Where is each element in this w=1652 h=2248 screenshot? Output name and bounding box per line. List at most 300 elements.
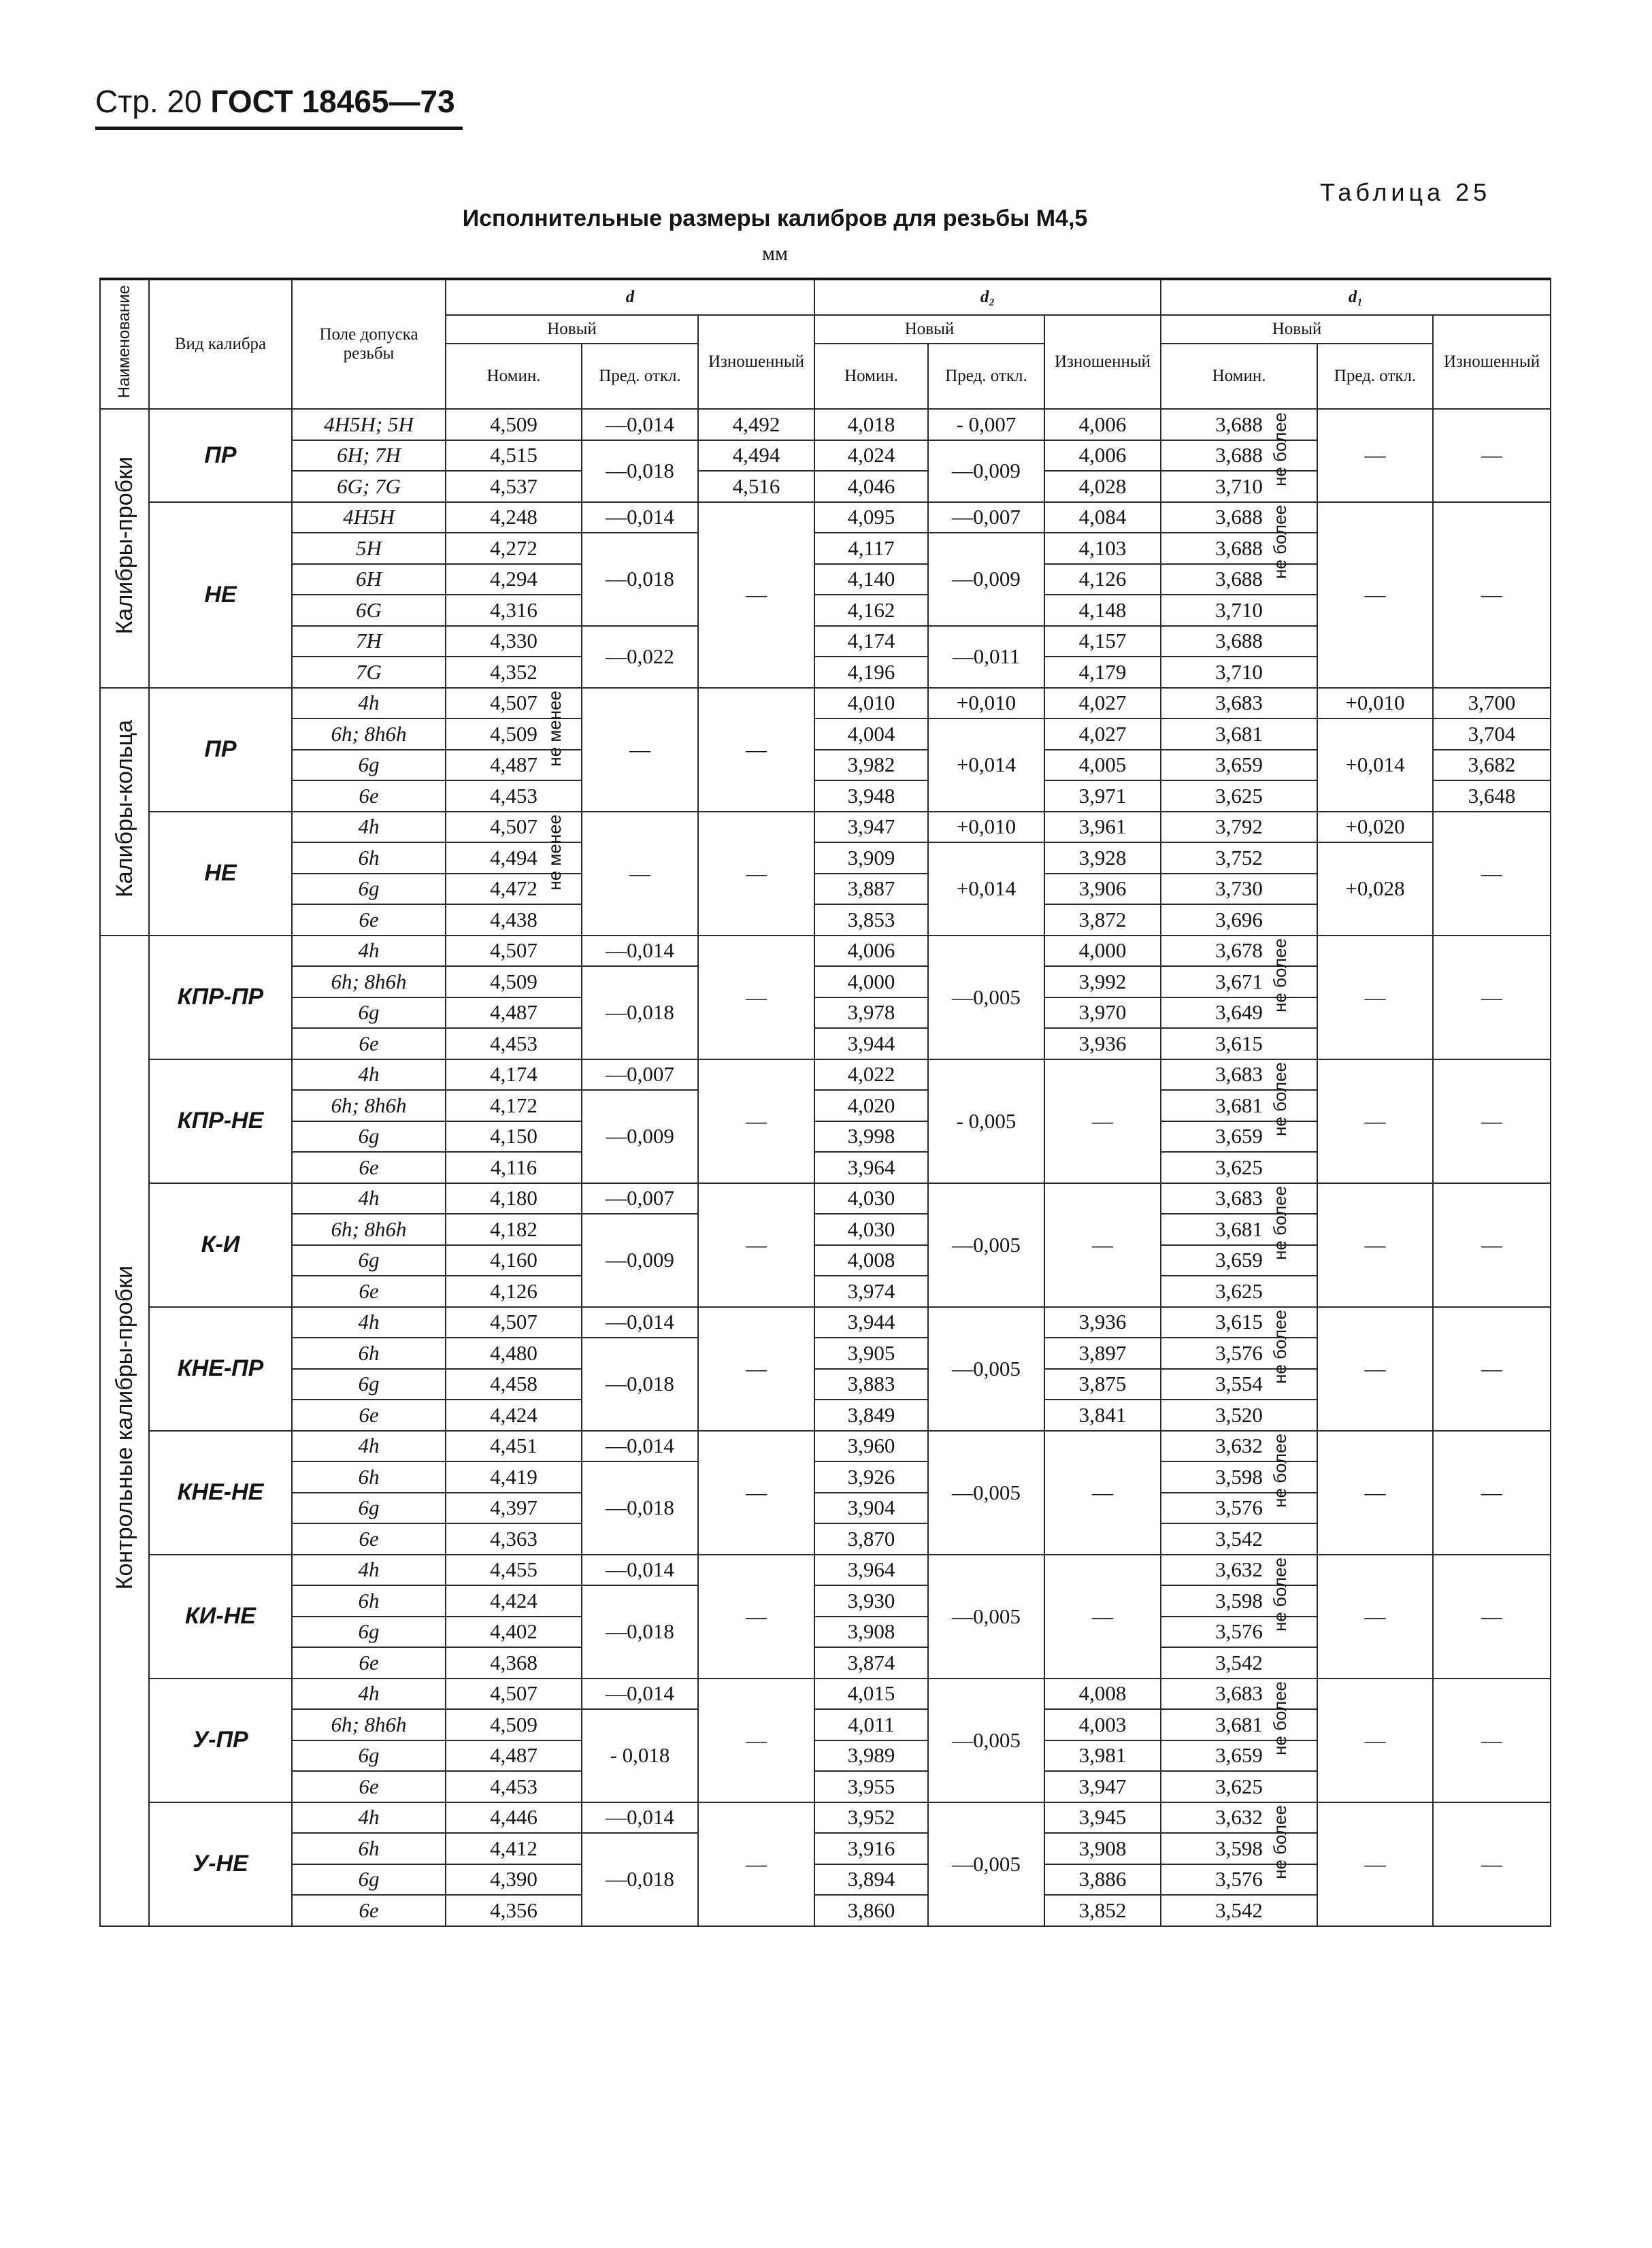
d2-nominal: 4,024 — [814, 440, 928, 472]
d2-nominal: 4,000 — [814, 966, 928, 997]
d2-nominal: 3,909 — [814, 842, 928, 874]
tolerance-field: 5H — [292, 533, 446, 564]
d1-nominal: 3,688 — [1161, 626, 1317, 657]
d2-nominal: 3,930 — [814, 1585, 928, 1617]
d1-worn: — — [1433, 1802, 1551, 1926]
d1-nominal: 3,576 — [1161, 1617, 1317, 1648]
standard-number: ГОСТ 18465—73 — [210, 84, 455, 119]
d2-nominal: 4,174 — [814, 626, 928, 657]
d1-nominal: 3,678 не более — [1161, 936, 1317, 967]
d2-nominal: 4,004 — [814, 718, 928, 750]
d-nominal: 4,507 не менее — [446, 812, 582, 843]
d-deviation: —0,014 — [582, 409, 698, 440]
d1-worn: — — [1433, 502, 1551, 688]
tolerance-field: 6g — [292, 1493, 446, 1524]
d-deviation: —0,018 — [582, 1833, 698, 1926]
tolerance-field: 6g — [292, 1617, 446, 1648]
gauge-kind: КНЕ-ПР — [149, 1307, 292, 1431]
gauge-kind: НЕ — [149, 502, 292, 688]
d2-nominal: 3,989 — [814, 1740, 928, 1772]
d2-nominal: 4,010 — [814, 688, 928, 719]
not-more-note: не более — [1269, 1805, 1290, 1880]
d-worn: — — [698, 688, 814, 812]
d2-nominal: 3,905 — [814, 1338, 928, 1369]
d-nominal: 4,507 не менее — [446, 688, 582, 719]
d2-worn: 3,852 — [1044, 1895, 1161, 1926]
table-header — [100, 279, 1551, 409]
d-worn: — — [698, 1183, 814, 1307]
d-nominal: 4,397 — [446, 1493, 582, 1524]
not-more-note: не более — [1269, 1434, 1290, 1508]
d2-worn: 3,947 — [1044, 1771, 1161, 1802]
d2-nominal: 4,046 — [814, 471, 928, 502]
d2-worn: — — [1044, 1059, 1161, 1183]
tolerance-field: 6e — [292, 1276, 446, 1307]
d1-nominal: 3,710 — [1161, 595, 1317, 626]
col-d1-nominal-header: Номин. — [1161, 344, 1317, 409]
d1-nominal: 3,659 — [1161, 750, 1317, 781]
d-nominal: 4,424 — [446, 1585, 582, 1617]
d2-deviation: +0,014 — [928, 842, 1044, 936]
tolerance-field: 4h — [292, 688, 446, 719]
d1-deviation: — — [1317, 936, 1433, 1059]
d-deviation: —0,007 — [582, 1059, 698, 1091]
d-worn: — — [698, 1679, 814, 1802]
gauge-kind: У-ПР — [149, 1679, 292, 1802]
d1-deviation: — — [1317, 1307, 1433, 1431]
tolerance-field: 4h — [292, 1307, 446, 1338]
d2-nominal: 4,006 — [814, 936, 928, 967]
d2-nominal: 3,964 — [814, 1152, 928, 1183]
d1-deviation: +0,028 — [1317, 842, 1433, 936]
d1-deviation: — — [1317, 1059, 1433, 1183]
d1-nominal: 3,671 — [1161, 966, 1317, 997]
d2-nominal: 3,974 — [814, 1276, 928, 1307]
d-worn: — — [698, 1059, 814, 1183]
tolerance-field: 6e — [292, 1400, 446, 1431]
d2-nominal: 3,908 — [814, 1617, 928, 1648]
d2-nominal: 4,162 — [814, 595, 928, 626]
d2-deviation: —0,009 — [928, 440, 1044, 502]
d2-nominal: 4,140 — [814, 564, 928, 595]
not-more-note: не более — [1269, 1681, 1290, 1756]
d1-nominal: 3,681 — [1161, 1214, 1317, 1245]
d2-worn: 4,103 — [1044, 533, 1161, 564]
tolerance-field: 6e — [292, 780, 446, 812]
section-name-label: Калибры-пробки — [111, 457, 137, 635]
d2-nominal: 3,849 — [814, 1400, 928, 1431]
d1-worn: — — [1433, 1679, 1551, 1802]
d1-nominal: 3,683 не более — [1161, 1059, 1317, 1091]
d1-nominal: 3,625 — [1161, 780, 1317, 812]
d1-nominal: 3,688 не более — [1161, 502, 1317, 533]
d1-nominal: 3,625 — [1161, 1771, 1317, 1802]
d1-nominal: 3,688 — [1161, 533, 1317, 564]
col-d1-dev-header: Пред. откл. — [1317, 344, 1433, 409]
d-deviation: —0,018 — [582, 1338, 698, 1431]
d-deviation: — — [582, 688, 698, 812]
col-d-dev-header: Пред. откл. — [582, 344, 698, 409]
tolerance-field: 6g — [292, 874, 446, 905]
d-nominal: 4,160 — [446, 1245, 582, 1276]
d2-nominal: 4,011 — [814, 1709, 928, 1740]
d-deviation: —0,014 — [582, 1307, 698, 1338]
d1-deviation: — — [1317, 1802, 1433, 1926]
d1-nominal: 3,730 — [1161, 874, 1317, 905]
section-name-label: Калибры-кольца — [111, 719, 137, 898]
tolerance-field: 4h — [292, 1555, 446, 1586]
d-nominal: 4,294 — [446, 564, 582, 595]
d-worn: — — [698, 1431, 814, 1555]
d-nominal: 4,480 — [446, 1338, 582, 1369]
gauge-kind: КПР-НЕ — [149, 1059, 292, 1183]
d1-worn: 3,648 — [1433, 780, 1551, 812]
tolerance-field: 6e — [292, 1647, 446, 1679]
d-nominal: 4,424 — [446, 1400, 582, 1431]
d2-deviation: +0,010 — [928, 812, 1044, 843]
d1-nominal: 3,632 не более — [1161, 1555, 1317, 1586]
d2-nominal: 3,916 — [814, 1833, 928, 1864]
d2-nominal: 4,022 — [814, 1059, 928, 1091]
d1-nominal: 3,576 — [1161, 1493, 1317, 1524]
d1-nominal: 3,683 — [1161, 688, 1317, 719]
gauge-kind: КИ-НЕ — [149, 1555, 292, 1679]
d-nominal: 4,537 — [446, 471, 582, 502]
col-name-header: Наименование — [100, 279, 149, 409]
tolerance-field: 6G — [292, 595, 446, 626]
d1-nominal: 3,554 — [1161, 1369, 1317, 1400]
d1-nominal: 3,598 — [1161, 1585, 1317, 1617]
not-more-note: не более — [1269, 938, 1290, 1013]
col-d1-header: d₁ — [1161, 279, 1551, 315]
d-deviation: —0,014 — [582, 1431, 698, 1462]
col-d2-header: d₂ — [814, 279, 1161, 315]
d-worn: — — [698, 1802, 814, 1926]
tolerance-field: 4h — [292, 936, 446, 967]
d1-nominal: 3,681 — [1161, 1709, 1317, 1740]
d-nominal: 4,509 — [446, 1709, 582, 1740]
d2-worn: 4,006 — [1044, 409, 1161, 440]
tolerance-field: 6g — [292, 1864, 446, 1896]
table-label: Таблица 25 — [1320, 178, 1491, 206]
d2-nominal: 3,982 — [814, 750, 928, 781]
d2-deviation: +0,010 — [928, 688, 1044, 719]
d2-deviation: —0,005 — [928, 1679, 1044, 1802]
not-less-note: не менее — [544, 814, 565, 891]
d-worn: — — [698, 936, 814, 1059]
tolerance-field: 6h — [292, 1338, 446, 1369]
d1-nominal: 3,598 — [1161, 1461, 1317, 1493]
tolerance-field: 4h — [292, 1059, 446, 1091]
d-worn: — — [698, 812, 814, 936]
d2-nominal: 3,904 — [814, 1493, 928, 1524]
d-deviation: —0,014 — [582, 502, 698, 533]
d-deviation: —0,018 — [582, 1461, 698, 1555]
tolerance-field: 6g — [292, 1121, 446, 1153]
d-deviation: —0,014 — [582, 936, 698, 967]
d-nominal: 4,509 — [446, 718, 582, 750]
d-nominal: 4,419 — [446, 1461, 582, 1493]
tolerance-field: 7H — [292, 626, 446, 657]
tolerance-field: 6G; 7G — [292, 471, 446, 502]
d2-worn: 3,908 — [1044, 1833, 1161, 1864]
tolerance-field: 6g — [292, 1740, 446, 1772]
d2-nominal: 3,955 — [814, 1771, 928, 1802]
d1-nominal: 3,542 — [1161, 1647, 1317, 1679]
d1-nominal: 3,625 — [1161, 1276, 1317, 1307]
d-deviation: —0,018 — [582, 966, 698, 1059]
d2-worn: 3,897 — [1044, 1338, 1161, 1369]
d-nominal: 4,458 — [446, 1369, 582, 1400]
d1-nominal: 3,683 не более — [1161, 1679, 1317, 1710]
d-deviation: —0,009 — [582, 1214, 698, 1307]
col-d2-worn-header: Изношенный — [1044, 315, 1161, 409]
d1-nominal: 3,696 — [1161, 904, 1317, 936]
not-more-note: не более — [1269, 1062, 1290, 1137]
d-deviation: —0,007 — [582, 1183, 698, 1214]
section-name — [100, 409, 149, 688]
d1-nominal: 3,659 — [1161, 1121, 1317, 1153]
d-nominal: 4,316 — [446, 595, 582, 626]
d1-deviation: — — [1317, 409, 1433, 502]
table-row — [100, 1555, 1551, 1586]
d1-nominal: 3,681 — [1161, 1090, 1317, 1121]
d2-nominal: 3,926 — [814, 1461, 928, 1493]
d1-deviation: — — [1317, 1183, 1433, 1307]
d-nominal: 4,446 — [446, 1802, 582, 1834]
d1-nominal: 3,625 — [1161, 1152, 1317, 1183]
d2-deviation: —0,005 — [928, 1802, 1044, 1926]
tolerance-field: 6H; 7H — [292, 440, 446, 472]
d1-nominal: 3,615 — [1161, 1028, 1317, 1059]
d1-deviation: +0,020 — [1317, 812, 1433, 843]
d-nominal: 4,363 — [446, 1523, 582, 1555]
d-nominal: 4,180 — [446, 1183, 582, 1214]
d-nominal: 4,487 — [446, 997, 582, 1029]
d-nominal: 4,174 — [446, 1059, 582, 1091]
d-nominal: 4,453 — [446, 1028, 582, 1059]
tolerance-field: 6h — [292, 1585, 446, 1617]
d2-worn: 4,028 — [1044, 471, 1161, 502]
d-deviation: —0,018 — [582, 533, 698, 626]
d-deviation: - 0,018 — [582, 1709, 698, 1802]
d2-deviation: —0,005 — [928, 936, 1044, 1059]
tolerance-field: 6e — [292, 1523, 446, 1555]
tolerance-field: 6g — [292, 997, 446, 1029]
d2-nominal: 3,964 — [814, 1555, 928, 1586]
tolerance-field: 6H — [292, 564, 446, 595]
d1-worn: — — [1433, 1307, 1551, 1431]
d1-nominal: 3,542 — [1161, 1895, 1317, 1926]
tolerance-field: 6h; 8h6h — [292, 1214, 446, 1245]
d2-worn: 4,003 — [1044, 1709, 1161, 1740]
gauge-kind: НЕ — [149, 812, 292, 936]
d-nominal: 4,507 — [446, 1307, 582, 1338]
col-d-header: d — [446, 279, 814, 315]
d1-nominal: 3,710 — [1161, 471, 1317, 502]
d1-nominal: 3,688 — [1161, 564, 1317, 595]
table-row — [100, 718, 1551, 750]
d2-worn: 4,005 — [1044, 750, 1161, 781]
d2-nominal: 3,978 — [814, 997, 928, 1029]
table-units: мм — [762, 242, 788, 265]
d-deviation: —0,014 — [582, 1802, 698, 1834]
d2-worn: 3,936 — [1044, 1028, 1161, 1059]
d1-nominal: 3,688 не более — [1161, 409, 1317, 440]
tolerance-field: 4H5H; 5H — [292, 409, 446, 440]
d2-nominal: 4,030 — [814, 1214, 928, 1245]
d1-worn: 3,700 — [1433, 688, 1551, 719]
d1-nominal: 3,632 не более — [1161, 1802, 1317, 1834]
d2-worn: 4,000 — [1044, 936, 1161, 967]
tolerance-field: 4h — [292, 1679, 446, 1710]
col-d2-nominal-header: Номин. — [814, 344, 928, 409]
tolerance-field: 4h — [292, 1802, 446, 1834]
table-row — [100, 1183, 1551, 1214]
tolerance-field: 6h; 8h6h — [292, 1709, 446, 1740]
d-worn: 4,516 — [698, 471, 814, 502]
d-nominal: 4,390 — [446, 1864, 582, 1896]
d2-worn: 4,084 — [1044, 502, 1161, 533]
d2-nominal: 3,944 — [814, 1028, 928, 1059]
d2-deviation: - 0,007 — [928, 409, 1044, 440]
d2-nominal: 3,998 — [814, 1121, 928, 1153]
page-number: Стр. 20 — [95, 84, 202, 119]
d2-nominal: 3,860 — [814, 1895, 928, 1926]
d2-deviation: —0,005 — [928, 1183, 1044, 1307]
d-deviation: —0,014 — [582, 1555, 698, 1586]
d2-worn: 3,936 — [1044, 1307, 1161, 1338]
d2-worn: 3,872 — [1044, 904, 1161, 936]
d-nominal: 4,116 — [446, 1152, 582, 1183]
table-row — [100, 812, 1551, 843]
tolerance-field: 6h; 8h6h — [292, 1090, 446, 1121]
section-name — [100, 936, 149, 1926]
table-row — [100, 842, 1551, 874]
d1-worn: — — [1433, 812, 1551, 936]
d-worn: — — [698, 502, 814, 688]
gauge-kind: КНЕ-НЕ — [149, 1431, 292, 1555]
d1-nominal: 3,710 — [1161, 657, 1317, 688]
d2-nominal: 3,887 — [814, 874, 928, 905]
d2-nominal: 3,894 — [814, 1864, 928, 1896]
d1-nominal: 3,576 — [1161, 1864, 1317, 1896]
d-deviation: — — [582, 812, 698, 936]
tolerance-field: 4h — [292, 1431, 446, 1462]
d-nominal: 4,182 — [446, 1214, 582, 1245]
d2-worn: 4,008 — [1044, 1679, 1161, 1710]
d2-worn: 4,157 — [1044, 626, 1161, 657]
col-tolerance-header: Поле допуска резьбы — [292, 279, 446, 409]
d2-nominal: 3,960 — [814, 1431, 928, 1462]
header-underline — [95, 127, 463, 130]
tolerance-field: 4H5H — [292, 502, 446, 533]
d1-nominal: 3,649 — [1161, 997, 1317, 1029]
d-nominal: 4,507 — [446, 1679, 582, 1710]
d2-deviation: —0,007 — [928, 502, 1044, 533]
table-row — [100, 688, 1551, 719]
d2-worn: 3,970 — [1044, 997, 1161, 1029]
d2-deviation: +0,014 — [928, 718, 1044, 812]
d-nominal: 4,248 — [446, 502, 582, 533]
d-nominal: 4,368 — [446, 1647, 582, 1679]
table-title: Исполнительные размеры калибров для резьбы М4,5 — [462, 205, 1088, 231]
d-nominal: 4,453 — [446, 780, 582, 812]
d-deviation: —0,018 — [582, 1585, 698, 1679]
d1-nominal: 3,683 не более — [1161, 1183, 1317, 1214]
tolerance-field: 6e — [292, 1895, 446, 1926]
d1-nominal: 3,688 — [1161, 440, 1317, 472]
d1-worn: — — [1433, 1431, 1551, 1555]
d-nominal: 4,330 — [446, 626, 582, 657]
not-more-note: не более — [1269, 505, 1290, 580]
d-nominal: 4,509 — [446, 966, 582, 997]
gauge-kind: К-И — [149, 1183, 292, 1307]
d1-nominal: 3,520 — [1161, 1400, 1317, 1431]
col-d-new-header: Новый — [446, 315, 698, 344]
d2-worn: 3,971 — [1044, 780, 1161, 812]
table-row — [100, 1307, 1551, 1338]
d2-worn: 3,981 — [1044, 1740, 1161, 1772]
d1-nominal: 3,598 — [1161, 1833, 1317, 1864]
d2-deviation: —0,005 — [928, 1431, 1044, 1555]
d-nominal: 4,352 — [446, 657, 582, 688]
d-nominal: 4,126 — [446, 1276, 582, 1307]
d-worn: — — [698, 1307, 814, 1431]
d2-nominal: 3,853 — [814, 904, 928, 936]
d2-worn: 3,886 — [1044, 1864, 1161, 1896]
d-nominal: 4,402 — [446, 1617, 582, 1648]
d2-worn: 4,148 — [1044, 595, 1161, 626]
tolerance-field: 6g — [292, 1369, 446, 1400]
d2-nominal: 3,870 — [814, 1523, 928, 1555]
table-body — [100, 409, 1551, 1926]
d2-nominal: 4,030 — [814, 1183, 928, 1214]
d-nominal: 4,509 — [446, 409, 582, 440]
d-worn: — — [698, 1555, 814, 1679]
d2-nominal: 3,948 — [814, 780, 928, 812]
tolerance-field: 6e — [292, 1028, 446, 1059]
d-nominal: 4,453 — [446, 1771, 582, 1802]
d1-nominal: 3,576 — [1161, 1338, 1317, 1369]
d-nominal: 4,507 — [446, 936, 582, 967]
d1-worn: 3,704 — [1433, 718, 1551, 750]
d2-worn: 3,928 — [1044, 842, 1161, 874]
d2-nominal: 3,874 — [814, 1647, 928, 1679]
dimensions-table — [99, 278, 1551, 1927]
d1-nominal: 3,681 — [1161, 718, 1317, 750]
d2-nominal: 3,947 — [814, 812, 928, 843]
d2-worn: — — [1044, 1183, 1161, 1307]
d2-nominal: 4,117 — [814, 533, 928, 564]
table-row — [100, 1431, 1551, 1462]
d1-nominal: 3,542 — [1161, 1523, 1317, 1555]
d-nominal: 4,455 — [446, 1555, 582, 1586]
d2-worn: — — [1044, 1431, 1161, 1555]
d-worn: 4,494 — [698, 440, 814, 472]
d1-deviation: +0,010 — [1317, 688, 1433, 719]
d1-worn: 3,682 — [1433, 750, 1551, 781]
d1-worn: — — [1433, 1555, 1551, 1679]
gauge-kind: У-НЕ — [149, 1802, 292, 1926]
d1-worn: — — [1433, 409, 1551, 502]
section-name — [100, 688, 149, 936]
d-nominal: 4,487 — [446, 750, 582, 781]
table-row — [100, 409, 1551, 440]
d1-deviation: — — [1317, 502, 1433, 688]
d2-nominal: 4,196 — [814, 657, 928, 688]
d2-worn: 3,841 — [1044, 1400, 1161, 1431]
